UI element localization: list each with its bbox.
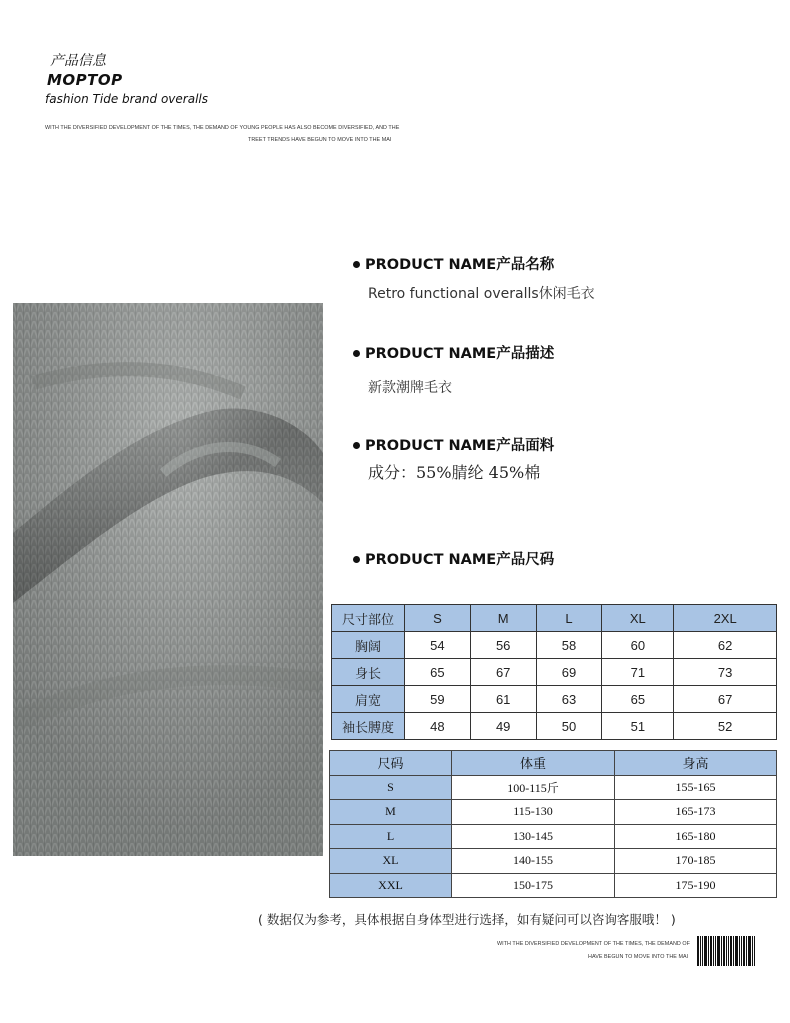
table-cell: 54: [405, 632, 471, 659]
table-cell: 165-173: [615, 800, 777, 825]
table-cell: 60: [602, 632, 674, 659]
header-title-cn: 产品信息: [50, 53, 106, 69]
table-row: [330, 873, 777, 898]
table-header-row: [330, 751, 777, 776]
barcode-icon: [697, 936, 755, 966]
table-cell: 150-175: [452, 873, 615, 898]
table-cell: 56: [470, 632, 536, 659]
table-header-cell: L: [536, 605, 602, 632]
footer-tagline-line-1: WITH THE DIVERSIFIED DEVELOPMENT OF THE TIMES, THE DEMAND OF: [497, 941, 690, 947]
table-row: [332, 659, 777, 686]
table-header-cell: S: [405, 605, 471, 632]
table-cell: 155-165: [615, 775, 777, 800]
table-cell: 140-155: [452, 849, 615, 874]
table-row-header: 身长: [332, 659, 405, 686]
table-row: [332, 632, 777, 659]
header-tagline-line-2: TREET TRENDS HAVE BEGUN TO MOVE INTO THE MAI: [248, 137, 392, 143]
table-cell: 67: [470, 659, 536, 686]
product-size-label: PRODUCT NAME产品尺码: [353, 548, 554, 569]
product-name-label: PRODUCT NAME产品名称: [353, 253, 554, 274]
product-fabric-label: PRODUCT NAME产品面料: [353, 434, 554, 455]
table-row: [330, 775, 777, 800]
table-cell: 61: [470, 686, 536, 713]
table-row-header: 胸阔: [332, 632, 405, 659]
product-description-value: 新款潮牌毛衣: [368, 380, 452, 396]
table-row: [330, 824, 777, 849]
table-header-cell: M: [470, 605, 536, 632]
bullet-dot-icon: [353, 261, 360, 268]
table-header-cell: XL: [602, 605, 674, 632]
product-name-value: Retro functional overalls休闲毛衣: [368, 286, 595, 302]
table-cell: 175-190: [615, 873, 777, 898]
bullet-dot-icon: [353, 442, 360, 449]
table-cell: 52: [674, 713, 777, 740]
table-cell: 67: [674, 686, 777, 713]
table-cell: 65: [405, 659, 471, 686]
table-row: [330, 800, 777, 825]
table-cell: 115-130: [452, 800, 615, 825]
header-tagline-line-1: WITH THE DIVERSIFIED DEVELOPMENT OF THE TIMES, THE DEMAND OF YOUNG PEOPLE HAS ALSO BECOME DIVERSIFIED, AND THE: [45, 125, 400, 131]
table-cell: 71: [602, 659, 674, 686]
header-subtitle: fashion Tide brand overalls: [45, 92, 208, 106]
size-measurement-table: [331, 604, 777, 740]
table-row-header: L: [330, 824, 452, 849]
table-cell: 49: [470, 713, 536, 740]
table-row: [330, 849, 777, 874]
table-header-cell: 身高: [615, 751, 777, 776]
table-header-cell: 尺码: [330, 751, 452, 776]
table-row-header: XXL: [330, 873, 452, 898]
table-header-cell: 尺寸部位: [332, 605, 405, 632]
table-row: [332, 713, 777, 740]
table-cell: 63: [536, 686, 602, 713]
product-description-label: PRODUCT NAME产品描述: [353, 342, 554, 363]
table-cell: 48: [405, 713, 471, 740]
knit-fabric-photo: [13, 303, 323, 856]
footer-tagline-line-2: HAVE BEGUN TO MOVE INTO THE MAI: [588, 954, 689, 960]
table-header-row: [332, 605, 777, 632]
table-row-header: XL: [330, 849, 452, 874]
table-cell: 58: [536, 632, 602, 659]
fit-recommendation-table: [329, 750, 777, 898]
table-cell: 69: [536, 659, 602, 686]
table-cell: 165-180: [615, 824, 777, 849]
table-cell: 65: [602, 686, 674, 713]
product-fabric-value: 成分：55%腈纶 45%棉: [368, 463, 541, 482]
table-row-header: 袖长膊度: [332, 713, 405, 740]
brand-name: MOPTOP: [47, 71, 123, 89]
table-cell: 73: [674, 659, 777, 686]
table-row-header: M: [330, 800, 452, 825]
table-cell: 59: [405, 686, 471, 713]
table-cell: 130-145: [452, 824, 615, 849]
bullet-dot-icon: [353, 350, 360, 357]
table-header-cell: 体重: [452, 751, 615, 776]
table-header-cell: 2XL: [674, 605, 777, 632]
table-row: [332, 686, 777, 713]
table-cell: 170-185: [615, 849, 777, 874]
table-cell: 50: [536, 713, 602, 740]
table-row-header: S: [330, 775, 452, 800]
table-cell: 51: [602, 713, 674, 740]
size-reference-note: ( 数据仅为参考，具体根据自身体型进行选择，如有疑问可以咨询客服哦！ ): [258, 912, 676, 927]
bullet-dot-icon: [353, 556, 360, 563]
table-cell: 100-115斤: [452, 775, 615, 800]
table-row-header: 肩宽: [332, 686, 405, 713]
table-cell: 62: [674, 632, 777, 659]
